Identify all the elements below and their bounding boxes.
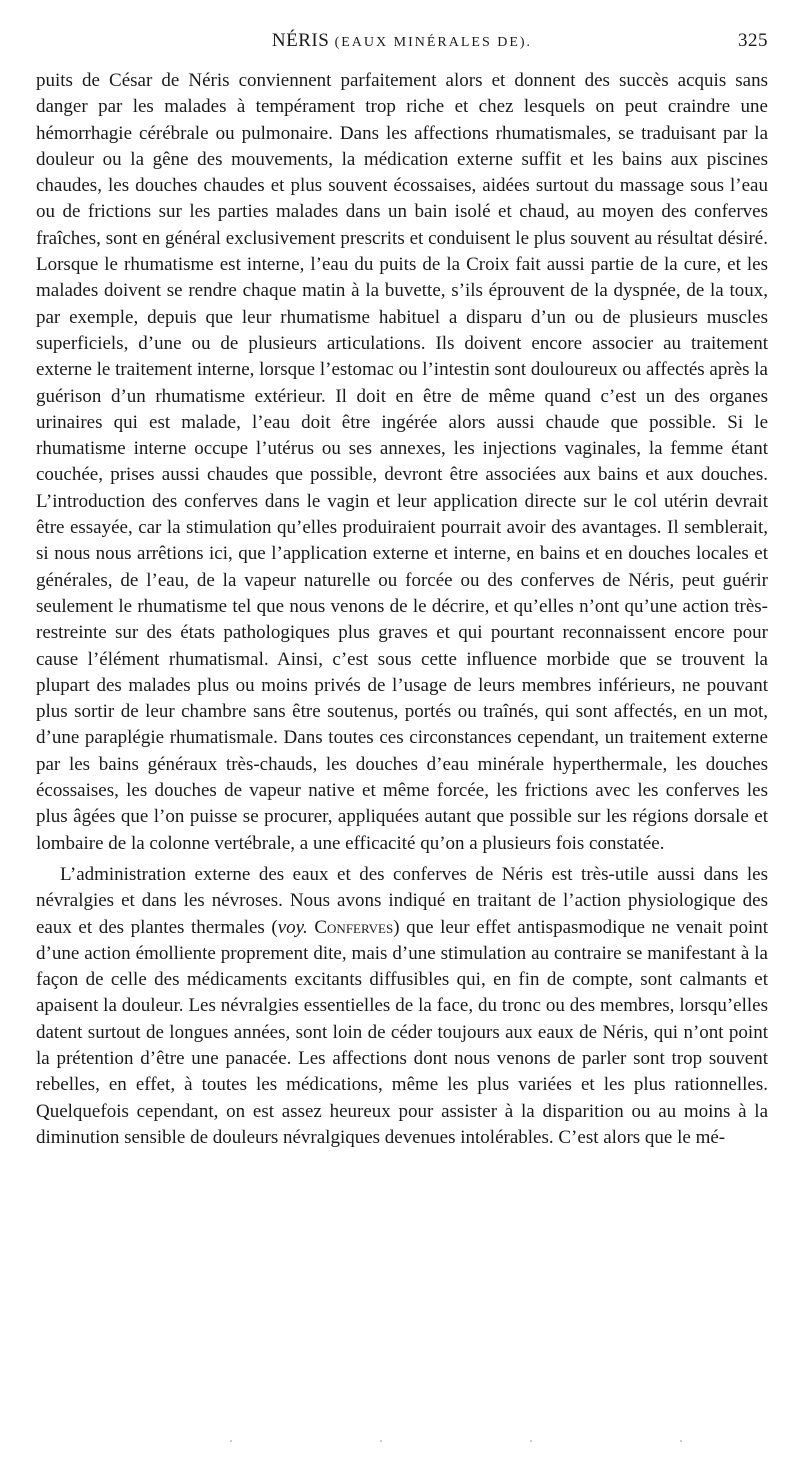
running-head (36, 30, 768, 62)
running-title (36, 30, 768, 52)
body-text (36, 68, 768, 1151)
footer-dot (230, 1440, 232, 1442)
running-title-main: NÉRIS (271, 30, 330, 51)
page-number: 325 (738, 30, 768, 51)
paragraph-2-smallcaps-ref: Conferves (314, 916, 394, 938)
paragraph-2 (36, 862, 768, 1151)
page-footer-marks (0, 1440, 800, 1450)
book-page (36, 30, 768, 1151)
footer-dot (530, 1440, 532, 1442)
footer-dot (680, 1440, 682, 1442)
paragraph-1 (36, 68, 768, 857)
footer-dot (380, 1440, 382, 1442)
paragraph-2-text-end: ) que leur effet antispasmodique ne venait point d’une action émolliente proprement dite, mais d’une stimulation au contraire se manifestant à la façon de celle des médicaments excitants diffusibles qui, en fin de compte, sont calmants et apaisent la douleur. Les névralgies essentielles de la face, du tronc ou des membres, lorsqu’elles datent surtout de longues années, sont loin de céder toujours aux eaux de Néris, qui n’ont point la prétention d’être une panacée. Les affections dont nous venons de parler sont trop souvent rebelles, en effet, à toutes les médications, même les plus variées et les plus rationnelles. Quelquefois cependant, on est assez heureux pour assister à la disparition ou au moins à la diminution sensible de douleurs névralgiques devenues intolérables. C’est alors que le mé- (36, 916, 768, 1148)
paragraph-2-italic-ref: voy. (277, 916, 308, 938)
paragraph-2-text-start: L’administration externe des eaux et des conferves de Néris est très-utile aussi dans les névralgies et dans les névroses. Nous avons indiqué en traitant de l’action physiologique des eaux et des plantes thermales ( (36, 863, 768, 938)
paragraph-1-text: puits de César de Néris conviennent parfaitement alors et donnent des succès acquis sans danger par les malades à tempérament trop riche et chez lesquels on peut craindre une hémorrhagie cérébrale ou pulmonaire. Dans les affections rhumatismales, se traduisant par la douleur ou la gêne des mouvements, la médication externe suffit et les bains aux piscines chaudes, les douches chaudes et plus souvent écossaises, aidées surtout du massage sous l’eau ou de frictions sur les parties malades dans un bain isolé et chaud, au moyen des conferves fraîches, sont en général exclusivement prescrits et conduisent le plus souvent au résultat désiré. Lorsque le rhumatisme est interne, l’eau du puits de la Croix fait aussi partie de la cure, et les malades doivent se rendre chaque matin à la buvette, s’ils éprouvent de la dyspnée, de la toux, par exemple, depuis que leur rhumatisme habituel a disparu d’un ou de plusieurs muscles superficiels, d’une ou de plusieurs articulations. Ils doivent encore associer au traitement externe le traitement interne, lorsque l’estomac ou l’intestin sont douloureux ou affectés après la guérison d’un rhumatisme extérieur. Il doit en être de même quand c’est un des organes urinaires qui est malade, l’eau doit être ingérée alors aussi chaude que possible. Si le rhumatisme interne occupe l’utérus ou ses annexes, les injections vaginales, la femme étant couchée, prises aussi chaudes que possible, devront être associées aux bains et aux douches. L’introduction des conferves dans le vagin et leur application directe sur le col utérin devrait être essayée, car la stimulation qu’elles produiraient pourrait avoir des avantages. Il semblerait, si nous nous arrêtions ici, que l’application externe et interne, en bains et en douches locales et générales, de l’eau, de la vapeur naturelle ou forcée ou des conferves de Néris, peut guérir seulement le rhumatisme tel que nous venons de le décrire, et qu’elles n’ont qu’une action très-restreinte sur des états pathologiques plus graves et qui pourtant reconnaissent encore pour cause l’élément rhumatismal. Ainsi, c’est sous cette influence morbide que se trouvent la plupart des malades plus ou moins privés de l’usage de leurs membres inférieurs, ne pouvant plus sortir de leur chambre sans être soutenus, portés ou traînés, qui sont affectés, en un mot, d’une paraplégie rhumatismale. Dans toutes ces circonstances cependant, un traitement externe par les bains généraux très-chauds, les douches d’eau minérale hyperthermale, les douches écossaises, les douches de vapeur native et même forcée, les frictions avec les conferves les plus âgées que l’on puisse se procurer, appliquées autant que possible sur les régions dorsale et lombaire de la colonne vertébrale, a une efficacité qu’on a plusieurs fois constatée. (36, 70, 768, 854)
running-title-sub: (EAUX MINÉRALES DE). (334, 35, 533, 50)
